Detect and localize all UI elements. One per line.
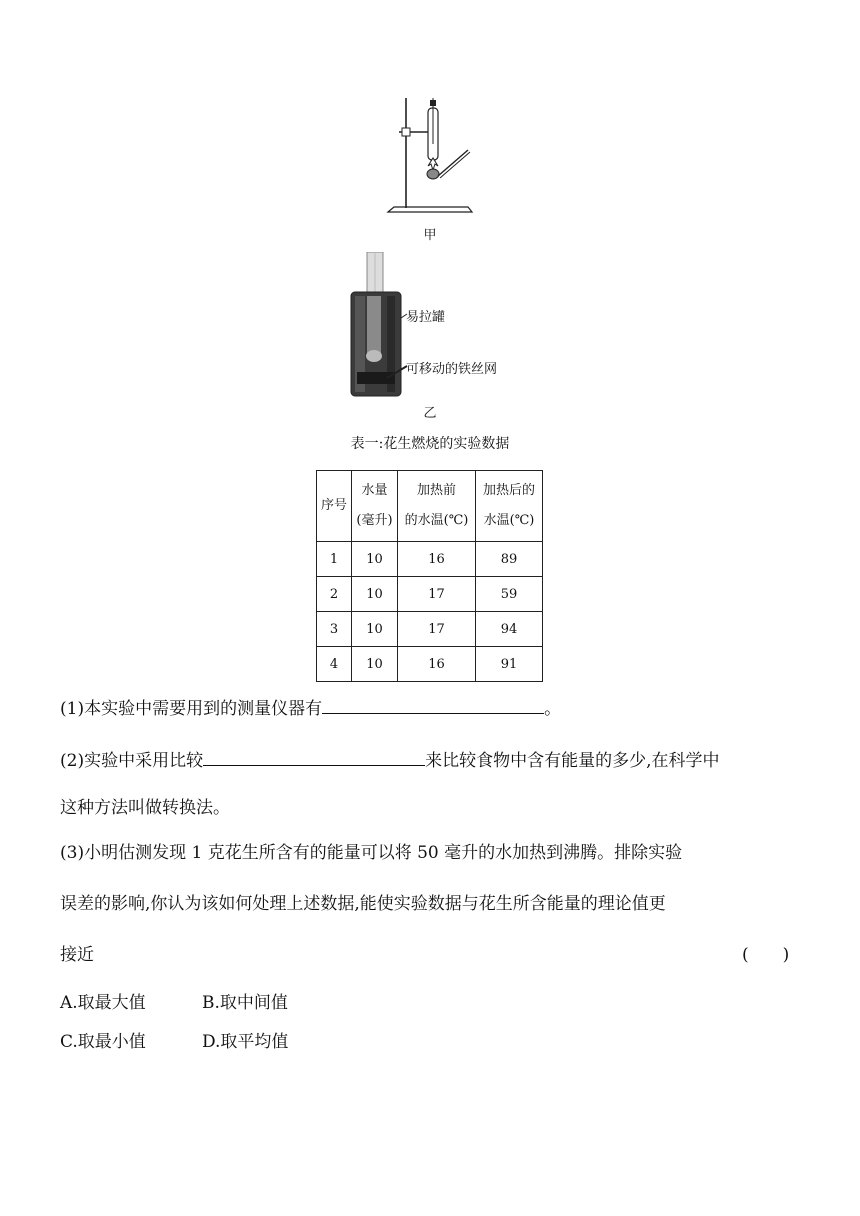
table-cell: 91 [476, 647, 543, 682]
table-cell: 10 [352, 612, 398, 647]
table-cell: 16 [398, 647, 476, 682]
question-2-text: (2)实验中采用比较 [60, 751, 204, 771]
option-d[interactable]: D.取平均值 [202, 1032, 289, 1052]
table-cell: 10 [352, 577, 398, 612]
table-row [317, 612, 543, 647]
answer-parentheses[interactable]: ( ) [742, 945, 790, 965]
question-3-line-1: (3)小明估测发现 1 克花生所含有的能量可以将 50 毫升的水加热到沸腾。排除实验 [60, 843, 683, 863]
table-cell: 1 [317, 542, 352, 577]
table-cell: 10 [352, 647, 398, 682]
table-cell: 59 [476, 577, 543, 612]
table-header: 加热前 的水温(℃) [398, 471, 476, 542]
table-header: 水量 (毫升) [352, 471, 398, 542]
table-row [317, 647, 543, 682]
table-cell: 2 [317, 577, 352, 612]
option-a[interactable]: A.取最大值 [60, 993, 146, 1013]
figure-yi-caption: 乙 [423, 406, 437, 421]
figure-yi-label-can: 易拉罐 [406, 310, 446, 325]
figure-jia-caption: 甲 [423, 228, 437, 243]
option-b[interactable]: B.取中间值 [202, 993, 288, 1013]
question-2-suffix: 来比较食物中含有能量的多少,在科学中 [425, 751, 720, 771]
question-3-line-3: 接近 [60, 945, 94, 965]
option-c[interactable]: C.取最小值 [60, 1032, 146, 1052]
table-cell: 17 [398, 577, 476, 612]
question-1-text: (1)本实验中需要用到的测量仪器有 [60, 699, 323, 719]
answer-blank-2[interactable] [203, 749, 425, 766]
answer-blank-1[interactable] [322, 697, 544, 714]
table-row [317, 542, 543, 577]
table-cell: 16 [398, 542, 476, 577]
table-header: 序号 [317, 471, 352, 542]
table-header-row [317, 471, 543, 542]
table-cell: 4 [317, 647, 352, 682]
table-cell: 10 [352, 542, 398, 577]
figure-jia-apparatus [384, 94, 476, 220]
question-1-suffix: 。 [544, 699, 562, 719]
table-cell: 94 [476, 612, 543, 647]
figure-yi-label-mesh: 可移动的铁丝网 [406, 362, 498, 377]
table-title: 表一:花生燃烧的实验数据 [350, 436, 510, 452]
question-2 [60, 746, 720, 771]
data-table [316, 470, 543, 682]
question-1 [60, 694, 561, 719]
question-2-line-2: 这种方法叫做转换法。 [60, 798, 230, 818]
table-header: 加热后的 水温(℃) [476, 471, 543, 542]
table-row [317, 577, 543, 612]
table-cell: 17 [398, 612, 476, 647]
table-cell: 3 [317, 612, 352, 647]
table-cell: 89 [476, 542, 543, 577]
question-3-line-2: 误差的影响,你认为该如何处理上述数据,能使实验数据与花生所含能量的理论值更 [60, 894, 666, 914]
